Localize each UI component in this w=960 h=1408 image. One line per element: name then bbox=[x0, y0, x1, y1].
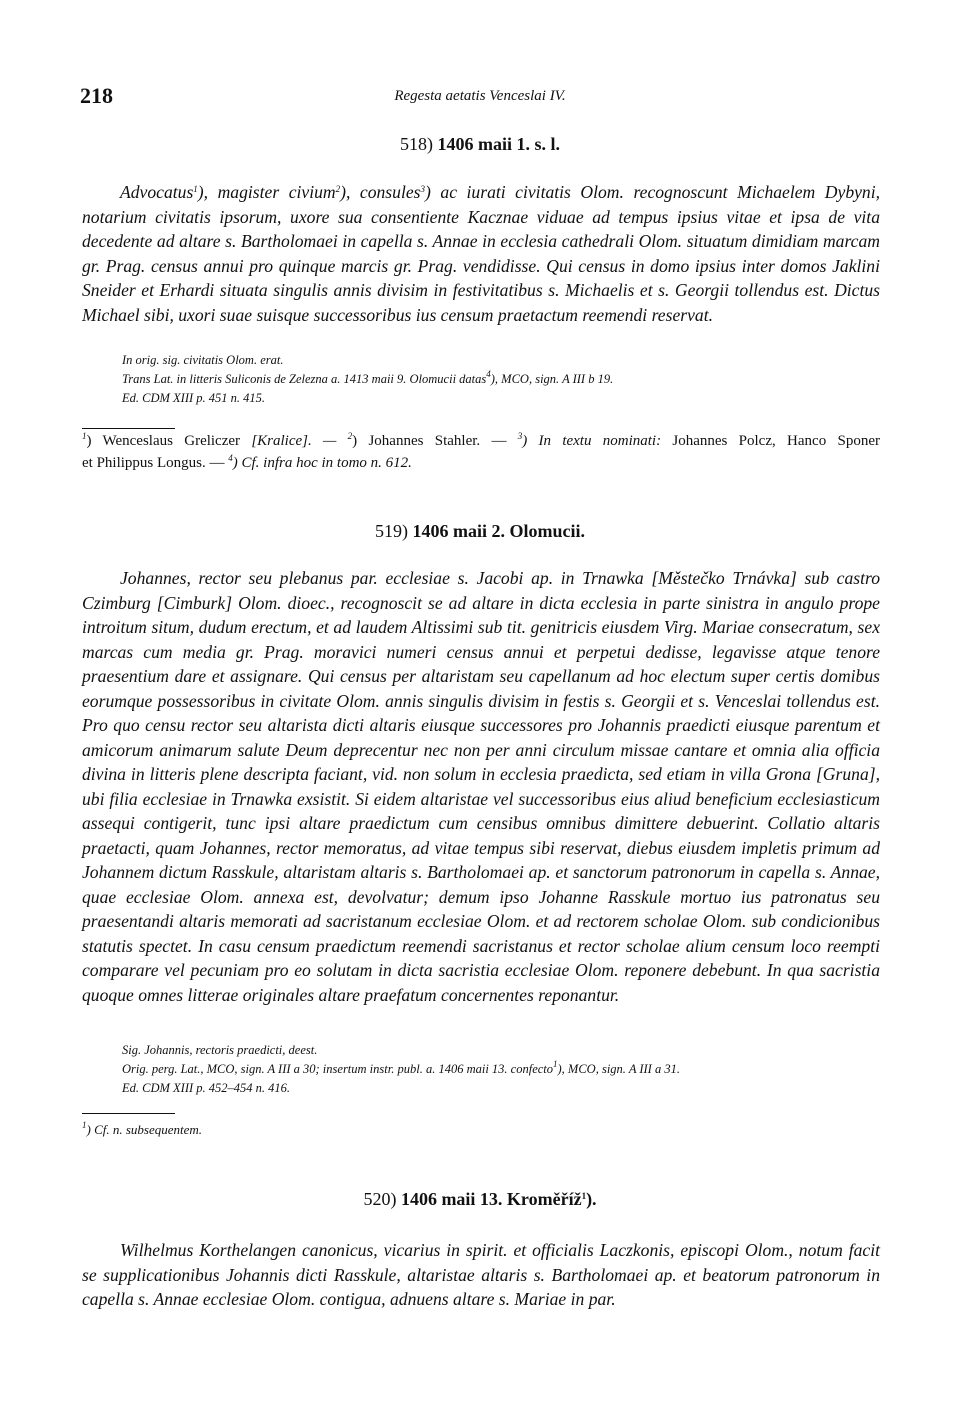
footnote-ref: 2 bbox=[335, 184, 341, 194]
entry-date-place: 1406 maii 13. Kroměříž$^1$). bbox=[400, 1189, 597, 1209]
footnote-rule bbox=[82, 1113, 175, 1114]
entry-518-regest: Advocatus$^1$), magister civium$^2$), consules$^3$) ac iurati civitatis Olom. recognoscunt Michaelem Dybyni, notarium civitatis ipsorum, uxore sua consentiente Kacznae viduae ad tempus ipsius vitae et ipsa de vita decedente ad altare s. Bartholomaei in capella s. Annae in ecclesia cathedrali Olom. situatum dimidiam marcam gr. Prag. census annui pro quinque marcis gr. Prag. vendidisse. Qui census in domo ipsius inter domos Jaklini Sneider et Erhardi situata singulis annis divisim in festivitatibus s. Michaelis et s. Georgii tollendus est. Dictus Michael sibi, uxori suae suisque successoribus ius censum praetactum reemendi reservat. bbox=[82, 182, 881, 325]
entry-518-footnotes: $^1$) Wenceslaus Greliczer [Kralice]. — $^2$) Johannes Stahler. — $^3$) In textu nominati: Johannes Polcz, Hanco Sponer et Philippus Longus. — $^4$) Cf. infra hoc in tomo n. 612. bbox=[82, 431, 880, 471]
entry-518-notes bbox=[122, 351, 882, 408]
footnote-ref: 4 bbox=[486, 369, 491, 379]
entry-date-place: 1406 maii 1. s. l. bbox=[437, 134, 560, 154]
seal-note: In orig. sig. civitatis Olom. erat. bbox=[122, 353, 284, 367]
edition-note: Ed. CDM XIII p. 452–454 n. 416. bbox=[122, 1081, 291, 1095]
entry-519-notes bbox=[122, 1041, 882, 1098]
footnote-ref: 1 bbox=[553, 1059, 558, 1069]
footnote-ref: 1 bbox=[193, 184, 198, 194]
tradition-note: Orig. perg. Lat., MCO, sign. A III a 30; insertum instr. publ. a. 1406 maii 13. confecto$^1$), MCO, sign. A III a 31. bbox=[122, 1059, 680, 1076]
entry-519-regest: Johannes, rector seu plebanus par. ecclesiae s. Jacobi ap. in Trnawka [Městečko Trnávka] sub castro Czimburg [Cimburk] Olom. dioec., recognoscit se ad altare in dicta ecclesia in parte sinistra in angulo prope introitum situm, dudum erectum, et ad laudem Altissimi sub tit. genitricis eiusdem Virg. Mariae consecratum, sex marcas cum media gr. Prag. moravici numeri census annui et perpetui dedisse, legavisse atque tenore praesentium dare et assignare. Qui census per altaristam seu capellanum ad hoc electum super certis domibus eorumque possessoribus in civitate Olom. annis singulis divisim in festis s. Georgii et s. Venceslai tollendus est. Pro quo censu rector seu altarista dicti altaris eiusque successores pro Johannis praedicti eiusque parentum et amicorum animarum salute Deum deprecentur nec non per anni circulum missae cantare et omnia alia officia divina in litteris plene descripta faciant, vid. non solum in ecclesia praedicta, sed etiam in villa Grona [Gruna], ubi filia ecclesiae in Trnawka exsistit. Si eidem altaristae vel successoribus eius aliud beneficium ecclesiasticum assequi contigerit, tunc ipsi altare praedictum cum censibus omnibus dimittere debuerint. Collatio altaris praetacti, quam Johannes, rector memoratus, ad vitae tempus sibi reservat, diebus eiusdem impletis primum ad Johannem dictum Rasskule, altaristam altaris s. Bartholomaei ap. et sanctorum patronorum in capella s. Annae, quae ecclesiae Olom. annexa est, devolvatur; demum ipso Johanne Rasskule mortuo ius patronatus seu praesentandi altaris memorati ad sacristanum ecclesiae Olom. et ad rectorem scholae Olom. sub condicionibus statutis spectet. In casu censum praedictum reemendi sacristanus et rector scholae alium censum loco reempti comparare vel pecuniam pro eo solutam in dicta sacristia ecclesiae Olom. reponere debebunt. In qua sacristia quoque omnes litterae originales altare praefatum concernentes reponantur. bbox=[82, 568, 880, 1005]
page-number: 218 bbox=[80, 83, 113, 108]
entry-520-heading bbox=[0, 1189, 960, 1210]
entry-519-footnotes: $^1$) Cf. n. subsequentem. bbox=[82, 1120, 203, 1137]
footnote-ref: 3 bbox=[420, 184, 425, 194]
edition-note: Ed. CDM XIII p. 451 n. 415. bbox=[122, 391, 266, 405]
entry-number: 518) bbox=[399, 134, 433, 154]
entry-520-regest: Wilhelmus Korthelangen canonicus, vicarius in spirit. et officialis Laczkonis, episcopi Olom., notum facit se supplicationibus Johannis dicti Rasskule, altaristae altaris s. Bartholomaei ap. et beatorum patronorum in capella s. Annae ecclesiae Olom. contigua, adnuens altare s. Mariae in par. bbox=[82, 1240, 880, 1309]
entry-number: 519) bbox=[375, 521, 408, 541]
running-title: Regesta aetatis Venceslai IV. bbox=[394, 88, 566, 104]
seal-note: Sig. Johannis, rectoris praedicti, deest. bbox=[122, 1043, 318, 1057]
entry-date-place: 1406 maii 2. Olomucii. bbox=[412, 521, 585, 541]
entry-519-heading bbox=[0, 521, 960, 542]
footnote-rule bbox=[82, 428, 175, 429]
tradition-note: Trans Lat. in litteris Suliconis de Zelezna a. 1413 maii 9. Olomucii datas$^4$), MCO, sign. A III b 19. bbox=[122, 369, 614, 386]
entry-number: 520) bbox=[363, 1189, 397, 1209]
entry-518-heading bbox=[0, 134, 960, 155]
